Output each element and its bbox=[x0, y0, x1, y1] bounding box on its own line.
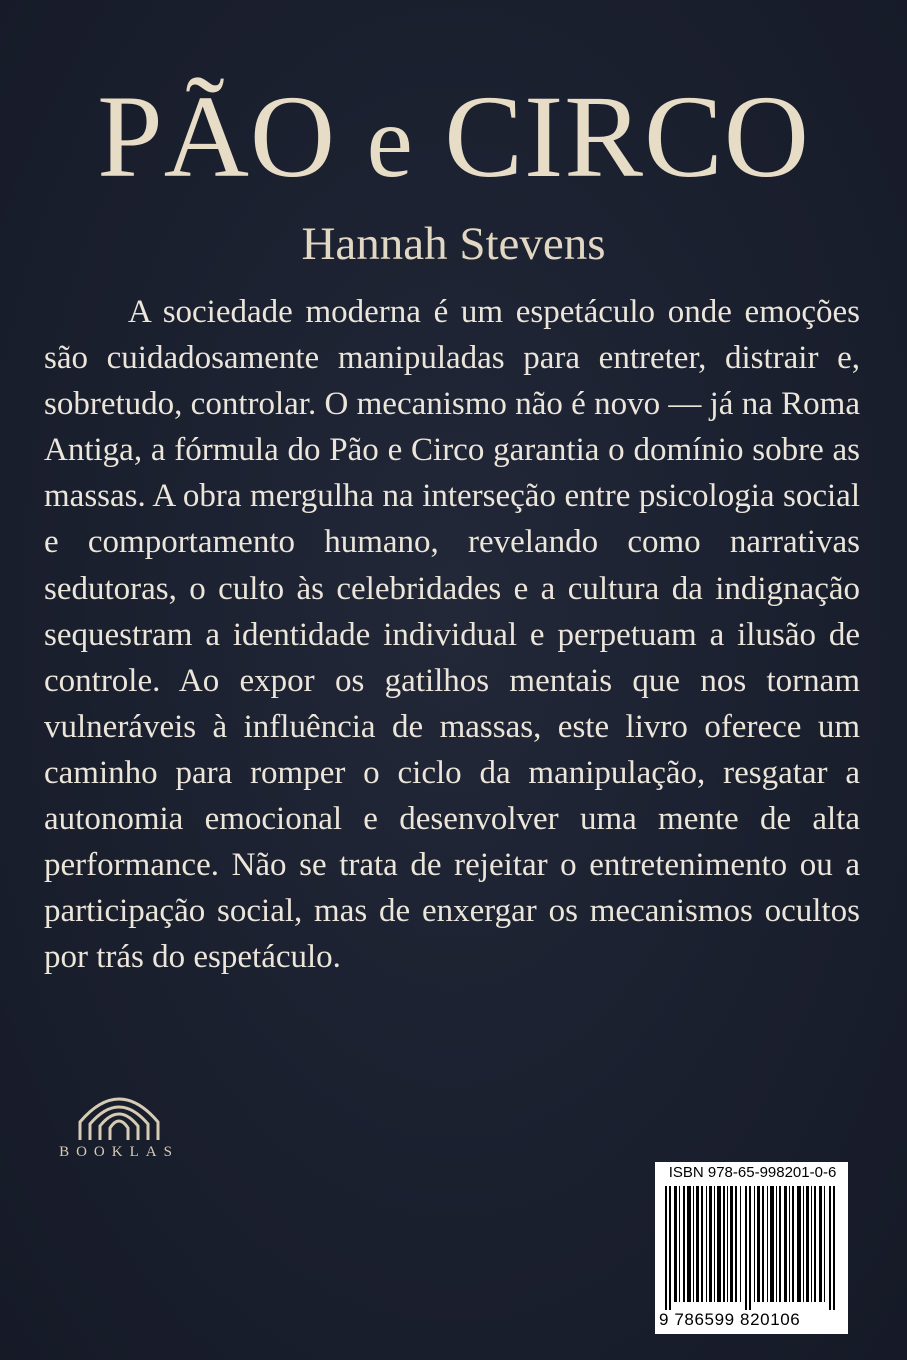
author-name: Hannah Stevens bbox=[301, 218, 606, 270]
isbn-label: ISBN 978-65-998201-0-6 bbox=[668, 1164, 837, 1181]
title-part-pao: PÃO bbox=[97, 71, 367, 202]
title-part-e: e bbox=[366, 84, 414, 199]
isbn-barcode bbox=[655, 1162, 848, 1334]
publisher-logo bbox=[44, 1086, 194, 1166]
title-part-circo: CIRCO bbox=[413, 71, 810, 202]
barcode-bars bbox=[665, 1186, 839, 1310]
publisher-name: BOOKLAS bbox=[59, 1144, 179, 1160]
arch-logo-icon bbox=[72, 1086, 166, 1142]
book-blurb: A sociedade moderna é um espetáculo onde emoções são cuidadosamente manipuladas para entreter, distrair e, sobretudo, controlar. O mecanismo não é novo — já na Roma Antiga, a fórmula do Pão e Circo garantia o domínio sobre as massas. A obra mergulha na interseção entre psicologia social e comportamento humano, revelando como narrativas sedutoras, o culto às celebridades e a cultura da indignação sequestram a identidade individual e perpetuam a ilusão de controle. Ao expor os gatilhos mentais que nos tornam vulneráveis à influência de massas, este livro oferece um caminho para romper o ciclo da manipulação, resgatar a autonomia emocional e desenvolver uma mente de alta performance. Não se trata de rejeitar o entretenimento ou a participação social, mas de enxergar os mecanismos ocultos por trás do espetáculo. bbox=[44, 294, 860, 976]
book-title bbox=[0, 72, 907, 207]
barcode-digits: 9 786599 820106 bbox=[659, 1310, 801, 1329]
